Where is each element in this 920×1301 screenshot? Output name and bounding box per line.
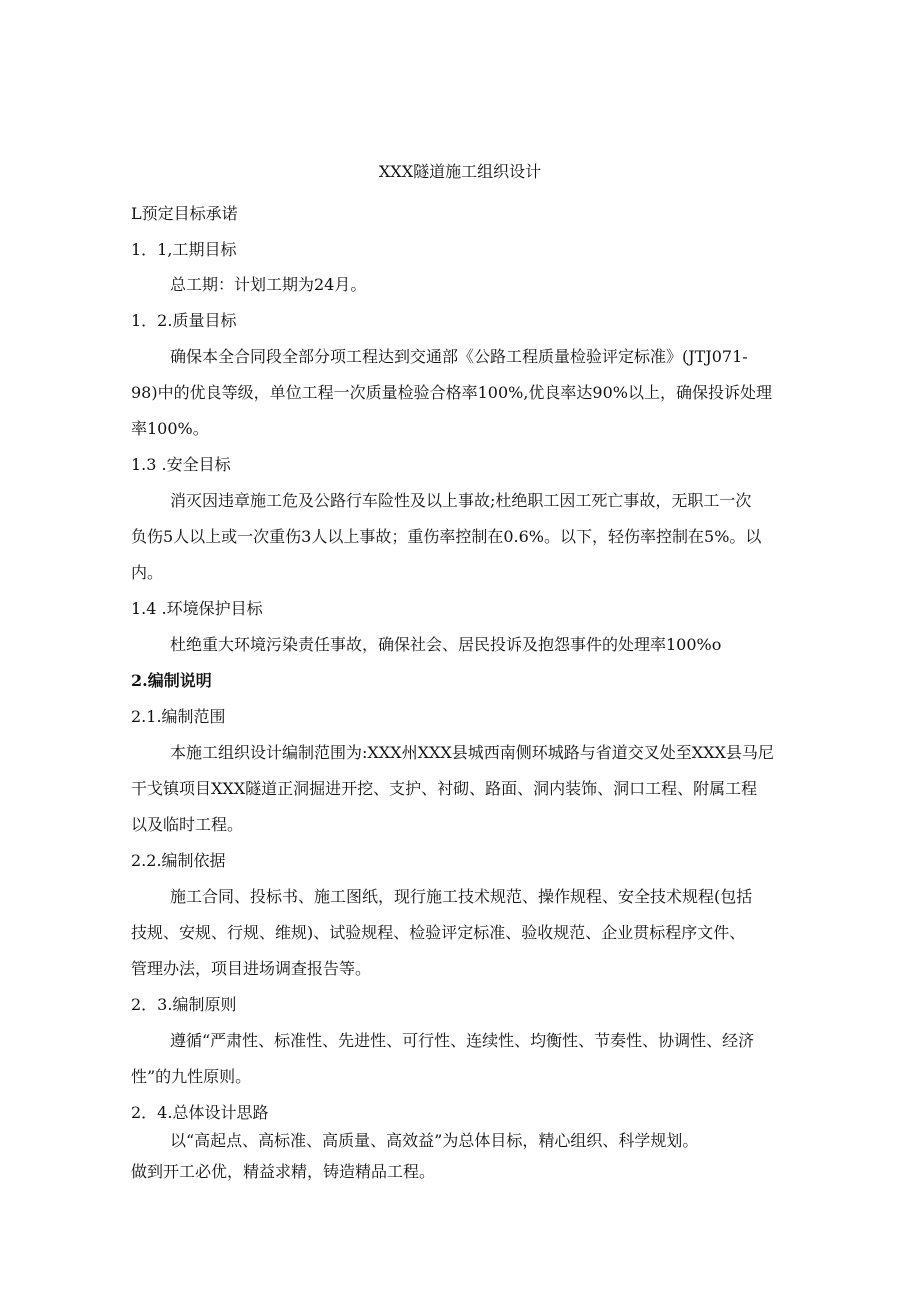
section-2-3-line-2: 性”的九性原则。 (131, 1067, 252, 1086)
section-1-2-line-3: 率100%。 (131, 419, 209, 438)
section-1-3-line-1: 消灭因违章施工危及公路行车险性及以上事故;杜绝职工因工死亡事故，无职工一次 (170, 491, 752, 510)
section-1-3-line-2: 负伤5人以上或一次重伤3人以上事故；重伤率控制在0.6%。以下，轻伤率控制在5%。以 (131, 527, 762, 546)
section-1-2-heading: 1．2.质量目标 (131, 311, 237, 330)
section-1-3-heading: 1.3 .安全目标 (131, 455, 231, 474)
section-1-heading: L预定目标承诺 (131, 204, 238, 223)
section-1-4-heading: 1.4 .环境保护目标 (131, 599, 263, 618)
section-1-3-line-3: 内。 (131, 563, 164, 582)
document-title: XXX隧道施工组织设计 (378, 162, 542, 181)
section-2-2-heading: 2.2.编制依据 (131, 851, 226, 870)
section-2-2-line-3: 管理办法，项目进场调查报告等。 (131, 959, 372, 978)
section-1-4-line-1: 杜绝重大环境污染责任事故，确保社会、居民投诉及抱怨事件的处理率100%o (170, 635, 722, 654)
section-2-4-heading: 2．4.总体设计思路 (131, 1103, 269, 1122)
section-2-3-line-1: 遵循“严肃性、标准性、先进性、可行性、连续性、均衡性、节奏性、协调性、经济 (170, 1031, 755, 1050)
section-2-4-line-1: 以“高起点、高标准、高质量、高效益”为总体目标，精心组织、科学规划。 (170, 1131, 699, 1150)
section-2-4-line-2: 做到开工必优，精益求精，铸造精品工程。 (131, 1162, 436, 1181)
section-2-1-heading: 2.1.编制范围 (131, 707, 226, 726)
section-2-3-heading: 2．3.编制原则 (131, 995, 237, 1014)
section-2-1-line-3: 以及临时工程。 (131, 815, 244, 834)
section-1-1-heading: 1．1,工期目标 (131, 240, 237, 259)
section-2-1-line-1: 本施工组织设计编制范围为:XXX州XXX县城西南侧环城路与省道交叉处至XXX县马尼 (170, 743, 774, 762)
section-2-2-line-1: 施工合同、投标书、施工图纸，现行施工技术规范、操作规程、安全技术规程(包括 (170, 887, 753, 906)
section-2-2-line-2: 技规、安规、行规、维规)、试验规程、检验评定标准、验收规范、企业贯标程序文件、 (131, 923, 746, 942)
section-1-1-paragraph: 总工期：计划工期为24月。 (170, 275, 367, 294)
section-2-heading: 2.编制说明 (131, 671, 212, 690)
section-1-2-line-1: 确保本全合同段全部分项工程达到交通部《公路工程质量检验评定标准》(JTJ071- (170, 347, 748, 366)
section-1-2-line-2: 98)中的优良等级，单位工程一次质量检验合格率100%,优良率达90%以上，确保投诉处理 (131, 383, 772, 402)
section-2-1-line-2: 干戈镇项目XXX隧道正洞掘进开挖、支护、衬砌、路面、洞内装饰、洞口工程、附属工程 (131, 779, 758, 798)
